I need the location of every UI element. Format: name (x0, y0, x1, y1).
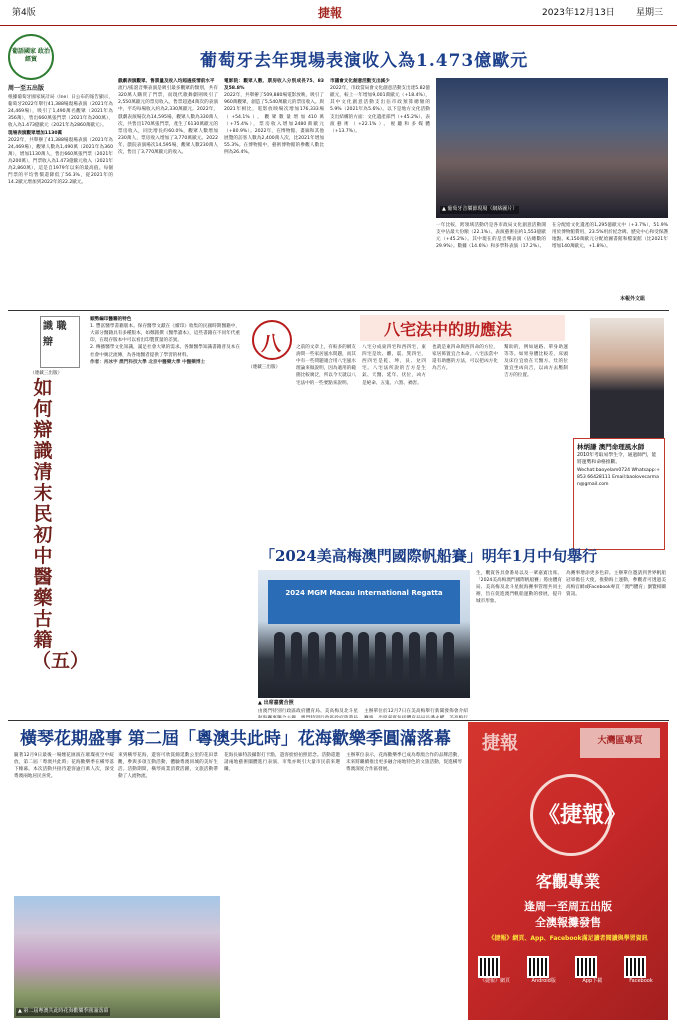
publish-note: 周一至五出版 (8, 85, 45, 92)
concert-photo (436, 78, 668, 218)
fengshui-column-3: 也就是東四命與西四命的方位，家居佈置宜合本命。八宅法當中還有助應的方法，可以把凶方化為吉方。 (432, 345, 498, 372)
flower-field-photo (14, 896, 220, 1018)
column-logo-text: 葡語國家 政治經貿 (11, 48, 51, 63)
article-column-1 (8, 94, 113, 304)
qr-label: 《捷報》網頁 (479, 978, 510, 984)
author-name: 林炳謙 澳門命理風水師 (577, 443, 645, 451)
fengshui-column-1: 之前的文章上，有較多的網友詢問一些家居風水問題，而其中有一些問題適合用八宅風水理論來做說明，因為適用的範圍比較廣泛，所以今天就以八宅法中的一些要點來說明。 (296, 345, 356, 386)
newspaper-advert (468, 722, 668, 1020)
column-logo (8, 34, 54, 80)
stage-backdrop: 2024 MGM Macau International Regatta (268, 580, 460, 624)
author-card (573, 438, 665, 550)
flower-column-4: 主辦單位表示，花海歡樂季已成為粵澳合作的品牌活動，未來將繼續推出更多融合兩地特色的文旅活動，促進橫琴粵澳深度合作區發展。 (346, 753, 462, 773)
advert-note: 《捷報》網頁、App、Facebook滿足讀者閱讀與學習資訊 (488, 935, 648, 942)
column-logo-text: 識 職 辯 (43, 321, 67, 348)
advert-title: 《捷報》 (538, 802, 627, 828)
article-paragraph: 2022年，共舉辦了509,880場電影放映，吸引了960萬觀眾，創造了5,540萬歐元的票房收入。與2021年相比，電影放映場次增加176,333場（+54.1%），觀眾數量增加410萬（+75.4%），票房收入增加2480萬歐元（+80.9%）。2022年，在博物館、畫廊和其他展覽的訪客人數為2,400萬人次，比2021年增加55.3%。在博物館中，藝術博物館的參觀人數比例為26.4%。 (224, 93, 324, 156)
article-subhead: 電影院：觀眾人數、票房收入分別成長75、83及58.8% (224, 79, 324, 92)
qr-block[interactable] (575, 956, 609, 986)
article-column-6: 在分配給文化遺產的1,295億歐元中（+3.7%），51.9%用於博物館費用，23.5%用於紀念碑、歷史中心和受保護地點。K,150萬歐元分配給圖書館和檔案館（比2021年增加140萬歐元，+1.8%）。 (552, 223, 668, 250)
logo-char: 八 (261, 331, 281, 355)
page-number: 第4版 (12, 8, 36, 18)
section-divider (8, 310, 669, 311)
section-divider (8, 720, 669, 721)
article-subhead: 現場表演觀眾增加1130萬 (8, 130, 63, 136)
article-column-3 (224, 78, 324, 304)
article-byline: 作者：肖冰宇 澳門科技大學 北京中醫藥大學 中醫藥博士 (90, 359, 206, 365)
page-header (0, 0, 677, 26)
column-logo-fengshui (252, 320, 292, 360)
qr-code-icon (527, 956, 549, 978)
photo-caption: ▲ 第二屆粵澳共此時花海歡樂季圓滿落幕 (18, 1008, 109, 1014)
regatta-column-3: 生，觀賞各具會番易以及一眾嘉賓出席。「2024美高梅澳門國際帆船賽」將由體育局、美高梅及北斗星航海賽事管理共同主辦，旨在促進澳門帆船運動的發展，提升城市形象。 (476, 571, 562, 605)
article-column-2 (118, 78, 218, 304)
qr-code-icon (624, 956, 646, 978)
guests-row (274, 632, 454, 684)
regatta-column-1: 由澳門特別行政區政府體育局、美高梅及北斗星 (258, 709, 358, 714)
article-headline: 葡萄牙去年現場表演收入為1.473億歐元 (200, 51, 529, 71)
qr-block[interactable] (624, 956, 658, 986)
qr-label: Android版 (531, 978, 556, 984)
regatta-column-2: 主辦單位於12月7日在美高梅舉行新聞發佈會介紹 (364, 709, 468, 714)
article-subhead: 戲劇表演觀眾、售票量及收入均超過疫情前水平 (118, 79, 215, 84)
advert-availability: 全澳報攤發售 (535, 916, 601, 929)
advert-slogan: 客觀專業 (535, 872, 600, 891)
article-paragraph: 2022年，共舉辦了41,388場現場表演（2021年為24,469場），觀眾人數為1,490萬（2021年為360萬），增加1130萬人，售出660萬張門票（2021年為200萬），門票收入為1.473億歐元收入（2021年為2,860萬），這是自1979年以來的最高值。每個門票的平均售價還降低了56.3%，從2021年的14.2歐元增加到2022年的22.2歐元。 (8, 137, 113, 186)
article-column-4 (330, 78, 430, 304)
author-portrait (590, 318, 664, 440)
masthead: 捷報 (318, 6, 343, 20)
qr-label: App下載 (582, 978, 603, 984)
photo-caption: ▲ 葡萄牙音樂節現場（網絡圖片） (442, 206, 518, 212)
advert-schedule: 逢周一至周五出版 (524, 900, 612, 913)
article-byline: 本報外文組 (620, 296, 646, 302)
qr-label: Facebook (629, 978, 653, 984)
article-column-5: 一年比較，跨領域活動仍是各市政局文化創意活動開支中佔最大份額（22.1%）。表演藝術佔約1,553億歐元（+45.2%）。其中現在的是音樂表演（佔總數的29.9%）。數據（14.6%）和多學科表演（17.2%）。 (436, 223, 546, 250)
qr-block[interactable] (478, 956, 512, 986)
flower-column-2: 來到橫琴花海，遊客可欣賞綿延數公里的花田景觀，參與多項互動活動，體驗粵澳同城的美好生活。活動期間，橫琴商業消費活躍，文旅活動帶動了人流物流。 (118, 753, 218, 780)
vertical-title: 如何辯識清末民初中醫藥古籍（五） (32, 377, 90, 672)
article-paragraph: 2022年，市政當局會文化創意活動支出達5.82億歐元，較上一年增加9,001萬歐元（+18.4%），其中文化創意活動支出佔市政預算總額的5.9%（2021年為5.6%）。以下是地方文化活動支出結構的方面：文化遺產部門（+45.2%）、表演藝術（+22.1%）、視聽和多媒體（+13.7%）。 (330, 86, 430, 134)
flower-column-3: 花海長廊特設攝影打卡點，遊客紛紛拍照留念。活動還邀請兩地藝術團體進行表演，市集亦吸引大量市民前來選購。 (224, 753, 340, 773)
photo-caption: ▲ 出席嘉賓合照 (258, 700, 294, 706)
author-bio: 2010年考取易學生令，通過師門，能將運勢和命格推斷。 (577, 453, 657, 466)
fengshui-headline: 八宅法中的助應法 (384, 320, 513, 339)
column-logo-tcm (40, 316, 80, 368)
tcm-article (90, 316, 240, 544)
fengshui-column-4: 幫助的，例如通路、單身助運等等。如果身體比較差，床頭及床位宜放在天醫方。灶的位置宜坐凶向吉，以凶方去壓制吉方的位置。 (504, 345, 568, 379)
article-paragraph: 根據葡萄牙國家統計局（Ine）日公布的報告顯示，葡萄牙2022年舉行41,388場現場表演（2021年為24,469場），吸引了1,490萬名觀眾（2021年為356萬），售出660萬張門票（2021年為200萬），收入為1.473億歐元（2021年為2860萬歐元）。 (8, 95, 113, 129)
qr-row (478, 956, 658, 986)
qr-code-icon (575, 956, 597, 978)
author-contact: Wechat:baoyelam0724 Whatsapp:+853 66428111 Email:baolovecarman@gmail.com (577, 467, 661, 488)
fengshui-column-2: 八宅分成東四宅和西四宅，東四宅是坎、離、震、巽四宅，西四宅是乾、坤、艮、兌四宅。八宅法所說的吉方是生氣、天醫、延年、伏位，凶方是絕命、五鬼、六煞、禍害。 (362, 345, 426, 386)
article-subhead: 市議會文化創意活動支出減少 (330, 79, 390, 84)
article-paragraph: 1. 豐富醫學書籍版本。保存醫學文獻在《續印》收集的民國時期醫籍中，大部分醫籍具有多種版本，如鄭銘撰《醫學讀本》，這些書籍在不同年代重印，在現存版本中可以看出印製質量的差異。 (90, 324, 240, 344)
qr-code-icon (478, 956, 500, 978)
article-subhead: 順勢編印醫籍的特色 (90, 317, 132, 322)
flower-column-1: 隨著12月9日最後一場煙花匯演在璀璨夜空中綻放，第二屆「粵澳共此時」花海歡樂季在橫琴落下帷幕。本次活動共接待遊客逾百萬人次，深受粵澳兩地居民喜愛。 (14, 753, 114, 780)
regatta-photo (258, 570, 470, 698)
article-paragraph: 流行/搖滾音樂表演是吸引最多觀眾的類別，共有320萬人購買了門票，而現代歌舞劇則吸引了2,550萬歐元的票房收入。售票超過4萬次的表演中，平均每場收入約為2,330萬歐元。2022年，戲劇表演場次為14,595場，觀眾人數為330萬人次，共售出170萬張門票，產生了6130萬歐元的票房收入，同比增長約60.0%，觀眾人數增加230萬人，票房收入增加了3,770萬歐元。2022年，戲院表演場次14,595場，觀眾人數230萬人次，售出了3,770萬歐元的收入。 (118, 86, 218, 156)
column-note: （連載三出版） (248, 365, 281, 370)
issue-date: 2023年12月13日 (542, 8, 615, 18)
qr-block[interactable] (527, 956, 561, 986)
advert-logo: 捷報 (482, 733, 518, 754)
column-note: （連載三出版） (30, 371, 63, 376)
weekday: 星期三 (636, 8, 664, 18)
regatta-column-4: 為賽事增添更多色彩。主辦單位邀請到世界帆船冠軍擔任大使，推動海上運動，參觀者可透過美高梅官網或Facebook專頁「澳門體育」瀏覽相關資訊。 (566, 571, 666, 598)
advert-tag: 大灣區專頁 (580, 728, 660, 758)
flower-headline: 橫琴花期盛事 第二屆「粵澳共此時」花海歡樂季圓滿落幕 (20, 729, 451, 749)
article-paragraph: 2. 傳播醫學文化知識，滿足社會大眾的需求。各類醫學知識書籍普及本在社會中廣泛流傳，為各地醫者提供了學習的材料。 (90, 345, 240, 358)
regatta-headline: 「2024美高梅澳門國際帆船賽」明年1月中旬舉行 (260, 547, 598, 565)
